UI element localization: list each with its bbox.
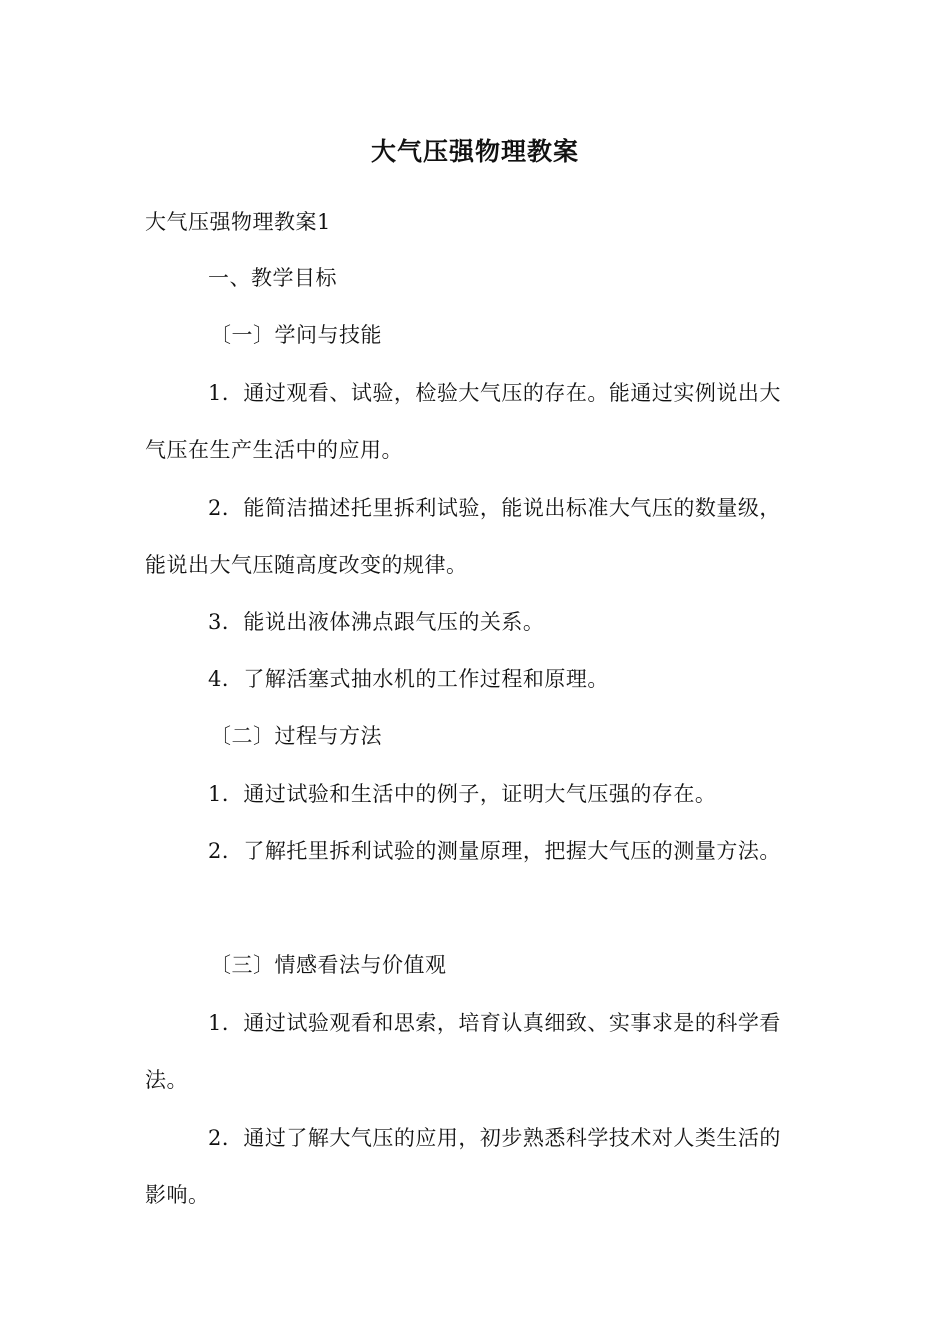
knowledge-item-2-line-1: 2．能简洁描述托里拆利试验，能说出标准大气压的数量级，	[208, 496, 781, 520]
process-item-1: 1．通过试验和生活中的例子，证明大气压强的存在。	[208, 782, 717, 806]
attitude-item-1-line-1: 1．通过试验观看和思索，培育认真细致、实事求是的科学看	[208, 1011, 781, 1035]
attitude-item-2-line-2: 影响。	[145, 1183, 210, 1207]
attitude-item-2-line-1: 2．通过了解大气压的应用，初步熟悉科学技术对人类生活的	[208, 1126, 781, 1150]
knowledge-item-3: 3．能说出液体沸点跟气压的关系。	[208, 610, 545, 634]
knowledge-item-1-line-2: 气压在生产生活中的应用。	[145, 438, 403, 462]
document-title: 大气压强物理教案	[370, 137, 579, 166]
process-item-2: 2．了解托里拆利试验的测量原理，把握大气压的测量方法。	[208, 839, 781, 863]
knowledge-item-4: 4．了解活塞式抽水机的工作过程和原理。	[208, 667, 609, 691]
subsection-heading-process: 〔二〕过程与方法	[210, 724, 382, 748]
attitude-item-1-line-2: 法。	[145, 1068, 188, 1092]
lesson-subtitle: 大气压强物理教案1	[145, 210, 331, 234]
subsection-heading-knowledge: 〔一〕学问与技能	[210, 323, 382, 347]
knowledge-item-2-line-2: 能说出大气压随高度改变的规律。	[145, 553, 468, 577]
subsection-heading-attitude: 〔三〕情感看法与价值观	[210, 953, 447, 977]
knowledge-item-1-line-1: 1．通过观看、试验，检验大气压的存在。能通过实例说出大	[208, 381, 781, 405]
section-heading-objectives: 一、教学目标	[208, 266, 337, 290]
